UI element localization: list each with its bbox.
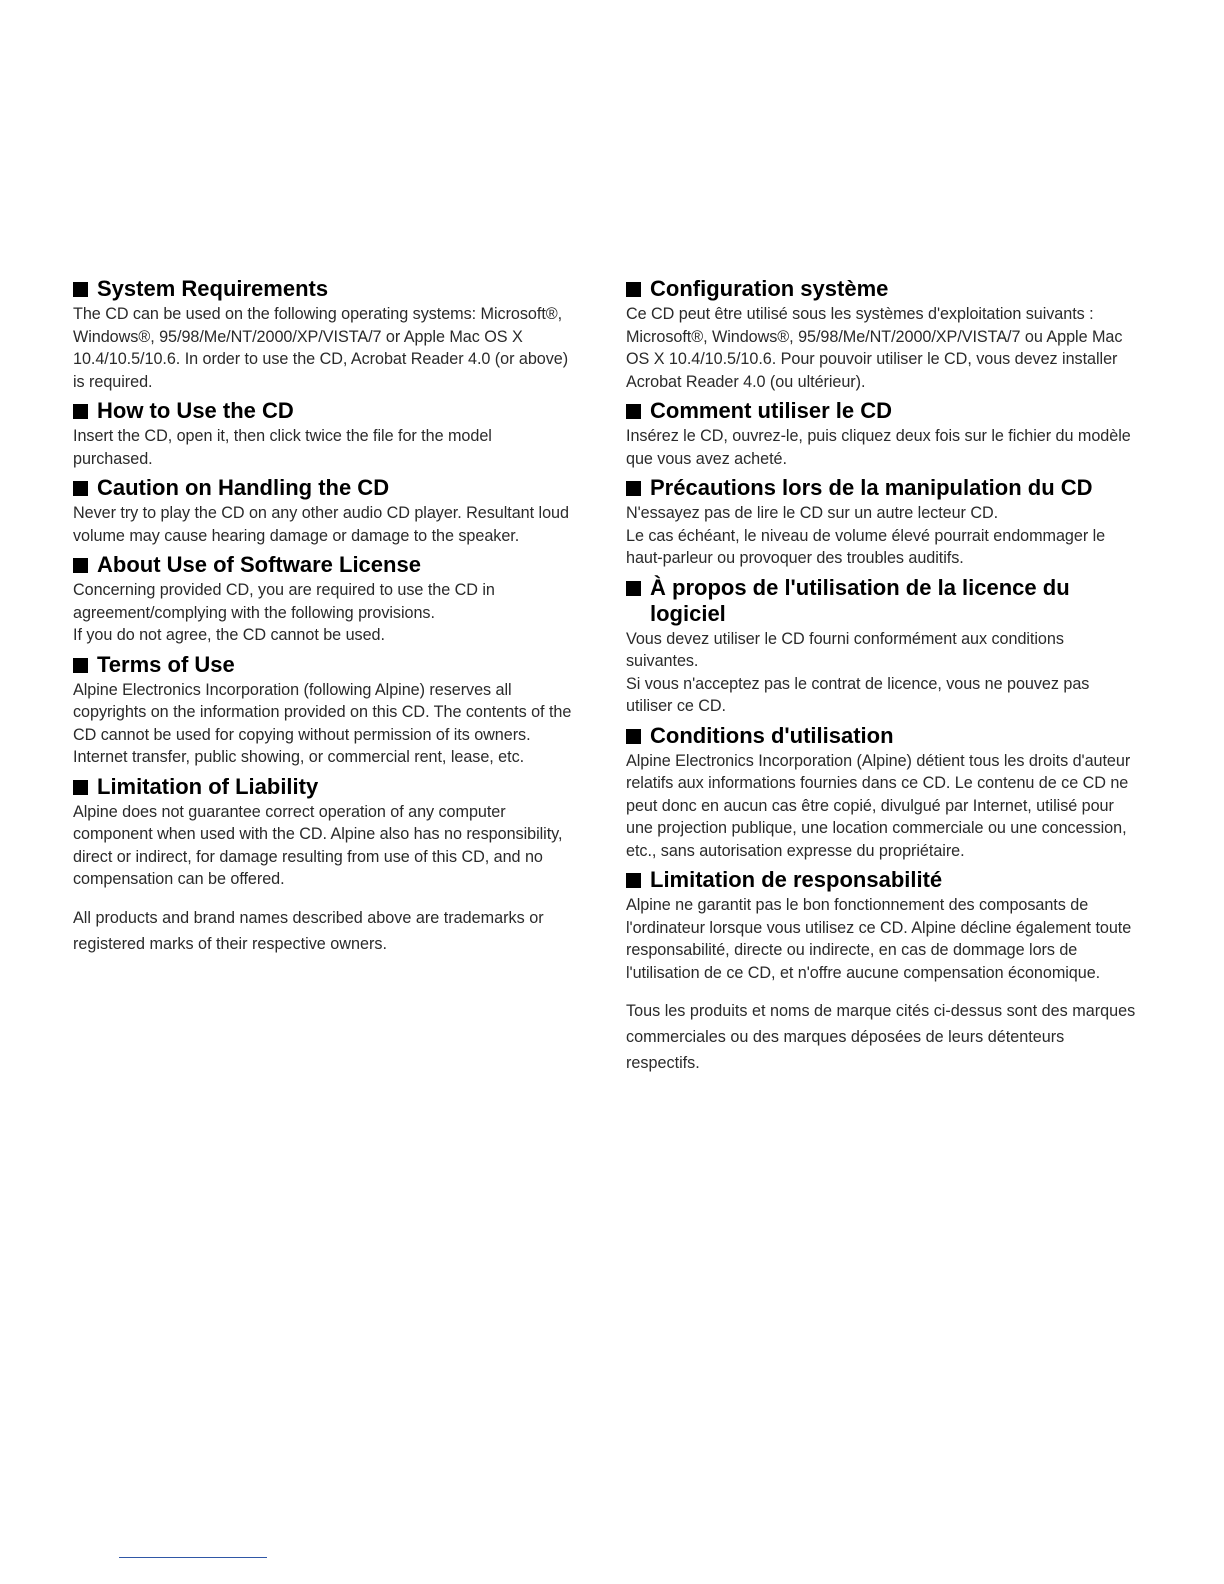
square-bullet-icon: [626, 729, 641, 744]
section-software-license: [73, 552, 573, 647]
section-body: [73, 303, 573, 393]
section-title: Comment utiliser le CD: [650, 398, 893, 423]
square-bullet-icon: [626, 282, 641, 297]
paragraph: Vous devez utiliser le CD fourni conformément aux conditions suivantes.: [626, 629, 1064, 670]
section-terms-of-use: [73, 652, 573, 769]
section-heading: [73, 652, 573, 678]
section-heading: [626, 867, 1136, 893]
section-title: Précautions lors de la manipulation du CD: [650, 475, 1093, 500]
section-heading: [73, 774, 573, 800]
square-bullet-icon: [73, 481, 88, 496]
section-body: [73, 801, 573, 891]
square-bullet-icon: [73, 404, 88, 419]
section-conditions-utilisation: [626, 723, 1136, 863]
section-body: [73, 425, 573, 470]
section-body: [626, 425, 1136, 470]
section-heading: [73, 475, 573, 501]
section-body: [626, 628, 1136, 718]
section-body: [73, 679, 573, 769]
paragraph: N'essayez pas de lire le CD sur un autre lecteur CD.: [626, 504, 999, 522]
square-bullet-icon: [626, 873, 641, 888]
paragraph: Insérez le CD, ouvrez-le, puis cliquez deux fois sur le fichier du modèle que vous avez acheté.: [626, 427, 1131, 468]
section-title: Caution on Handling the CD: [97, 475, 390, 500]
section-title: Conditions d'utilisation: [650, 722, 894, 748]
square-bullet-icon: [73, 658, 88, 673]
section-title: Terms of Use: [97, 651, 235, 677]
paragraph: Alpine ne garantit pas le bon fonctionnement des composants de l'ordinateur lorsque vous utilisez ce CD. Alpine décline également toute responsabilité, directe ou indirecte, en cas de dommage lors de l'utilisation de ce CD, et n'offre aucune compensation économique.: [626, 896, 1132, 982]
english-column: [73, 276, 573, 957]
section-title: Limitation de responsabilité: [650, 867, 943, 892]
square-bullet-icon: [73, 282, 88, 297]
section-limitation-of-liability: [73, 774, 573, 891]
section-heading: [626, 575, 1136, 627]
trademark-notice: Tous les produits et noms de marque cités ci-dessus sont des marques commerciales ou des marques déposées de leurs détenteurs respectifs.: [626, 1002, 1136, 1072]
section-title: Limitation of Liability: [97, 773, 319, 799]
section-title: About Use of Software License: [97, 552, 421, 577]
section-heading: [73, 552, 573, 578]
section-body: [73, 579, 573, 647]
section-licence-logiciel: [626, 575, 1136, 718]
paragraph: Le cas échéant, le niveau de volume élevé pourrait endommager le haut-parleur ou provoquer des troubles auditifs.: [626, 526, 1106, 567]
french-column: [626, 276, 1136, 1076]
section-body: [626, 303, 1136, 393]
paragraph: Si vous n'acceptez pas le contrat de licence, vous ne pouvez pas utiliser ce CD.: [626, 674, 1090, 715]
footer-rule: [119, 1557, 267, 1558]
section-limitation-responsabilite: [626, 867, 1136, 984]
section-title: À propos de l'utilisation de la licence du logiciel: [650, 574, 1070, 626]
paragraph: Alpine Electronics Incorporation (Alpine) détient tous les droits d'auteur relatifs aux informations fournies dans ce CD. Le contenu de ce CD ne peut donc en aucun cas être copié, divulgué par Internet, utilisé pour une projection publique, une location commerciale ou une concession, etc., sans autorisation expresse du propriétaire.: [626, 751, 1131, 860]
section-body: [626, 750, 1136, 863]
section-heading: [73, 398, 573, 424]
section-body: [626, 502, 1136, 570]
square-bullet-icon: [626, 404, 641, 419]
section-precautions: [626, 475, 1136, 570]
section-title: How to Use the CD: [97, 398, 294, 423]
section-heading: [626, 723, 1136, 749]
paragraph: Ce CD peut être utilisé sous les systèmes d'exploitation suivants : Microsoft®, Windows®, 95/98/Me/NT/2000/XP/VISTA/7 ou Apple Mac OS X 10.4/10.5/10.6. Pour pouvoir utiliser le CD, vous devez installer Acrobat Reader 4.0 (ou ultérieur).: [626, 305, 1123, 391]
section-caution: [73, 475, 573, 547]
section-body: [73, 502, 573, 547]
paragraph: Alpine Electronics Incorporation (following Alpine) reserves all copyrights on the information provided on this CD. The contents of the CD cannot be used for copying without permission of its owners. Internet transfer, public showing, or commercial rent, lease, etc.: [73, 680, 572, 766]
paragraph: The CD can be used on the following operating systems: Microsoft®, Windows®, 95/98/Me/NT/2000/XP/VISTA/7 or Apple Mac OS X 10.4/10.5/10.6. In order to use the CD, Acrobat Reader 4.0 (or above) is required.: [73, 305, 569, 391]
section-heading: [626, 276, 1136, 302]
paragraph: Never try to play the CD on any other audio CD player. Resultant loud volume may cause hearing damage or damage to the speaker.: [73, 504, 569, 545]
trademark-notice: All products and brand names described above are trademarks or registered marks of their respective owners.: [73, 908, 544, 953]
section-heading: [626, 475, 1136, 501]
square-bullet-icon: [73, 780, 88, 795]
paragraph: If you do not agree, the CD cannot be used.: [73, 626, 385, 644]
section-configuration-systeme: [626, 276, 1136, 393]
square-bullet-icon: [626, 581, 641, 596]
square-bullet-icon: [73, 558, 88, 573]
section-system-requirements: [73, 276, 573, 393]
section-heading: [73, 276, 573, 302]
section-how-to-use: [73, 398, 573, 470]
paragraph: Alpine does not guarantee correct operation of any computer component when used with the CD. Alpine also has no responsibility, direct or indirect, for damage resulting from use of this CD, and no compensation can be offered.: [73, 802, 563, 888]
section-title: Configuration système: [650, 276, 889, 301]
square-bullet-icon: [626, 481, 641, 496]
paragraph: Insert the CD, open it, then click twice the file for the model purchased.: [73, 427, 492, 468]
section-body: [626, 894, 1136, 984]
section-comment-utiliser: [626, 398, 1136, 470]
section-title: System Requirements: [97, 276, 329, 301]
section-heading: [626, 398, 1136, 424]
paragraph: Concerning provided CD, you are required to use the CD in agreement/complying with the following provisions.: [73, 581, 495, 622]
